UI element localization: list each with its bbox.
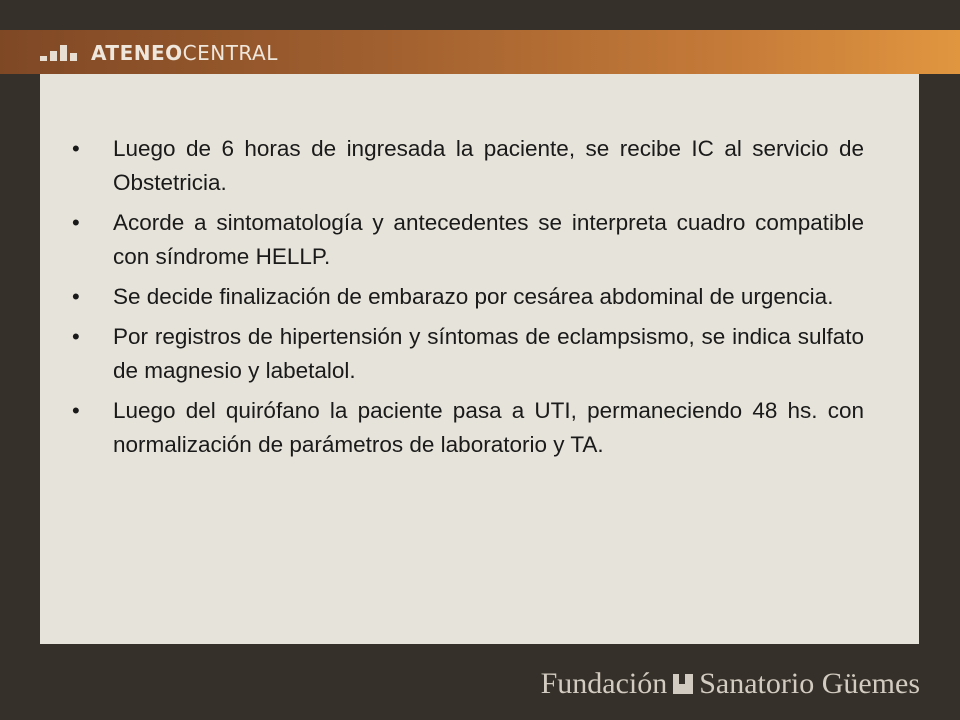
bullet-icon: • [72, 398, 80, 423]
bullet-item: • Luego de 6 horas de ingresada la paciente, se recibe IC al servicio de Obstetricia. [72, 132, 864, 200]
bullet-icon: • [72, 136, 80, 161]
logo-bars-icon [40, 45, 77, 61]
square-logo-icon [673, 674, 693, 694]
logo-text: ATENEOCENTRAL [91, 41, 278, 65]
bullet-icon: • [72, 324, 80, 349]
bullet-item: • Luego del quirófano la paciente pasa a UTI, permaneciendo 48 hs. con normalización de parámetros de laboratorio y TA. [72, 394, 864, 462]
footer-org-part1: Fundación [540, 667, 668, 700]
fundacion-sanatorio-guemes-logo [541, 664, 920, 704]
bullet-item: • Por registros de hipertensión y síntomas de eclampsismo, se indica sulfato de magnesio y labetalol. [72, 320, 864, 388]
bullet-icon: • [72, 284, 80, 309]
bullet-item: • Se decide finalización de embarazo por cesárea abdominal de urgencia. [72, 280, 864, 314]
footer-org-part2: Sanatorio Güemes [699, 667, 920, 700]
ateneo-central-logo [40, 42, 278, 64]
bullet-item: • Acorde a sintomatología y antecedentes se interpreta cuadro compatible con síndrome HELLP. [72, 206, 864, 274]
bullet-list [72, 132, 864, 468]
bullet-icon: • [72, 210, 80, 235]
